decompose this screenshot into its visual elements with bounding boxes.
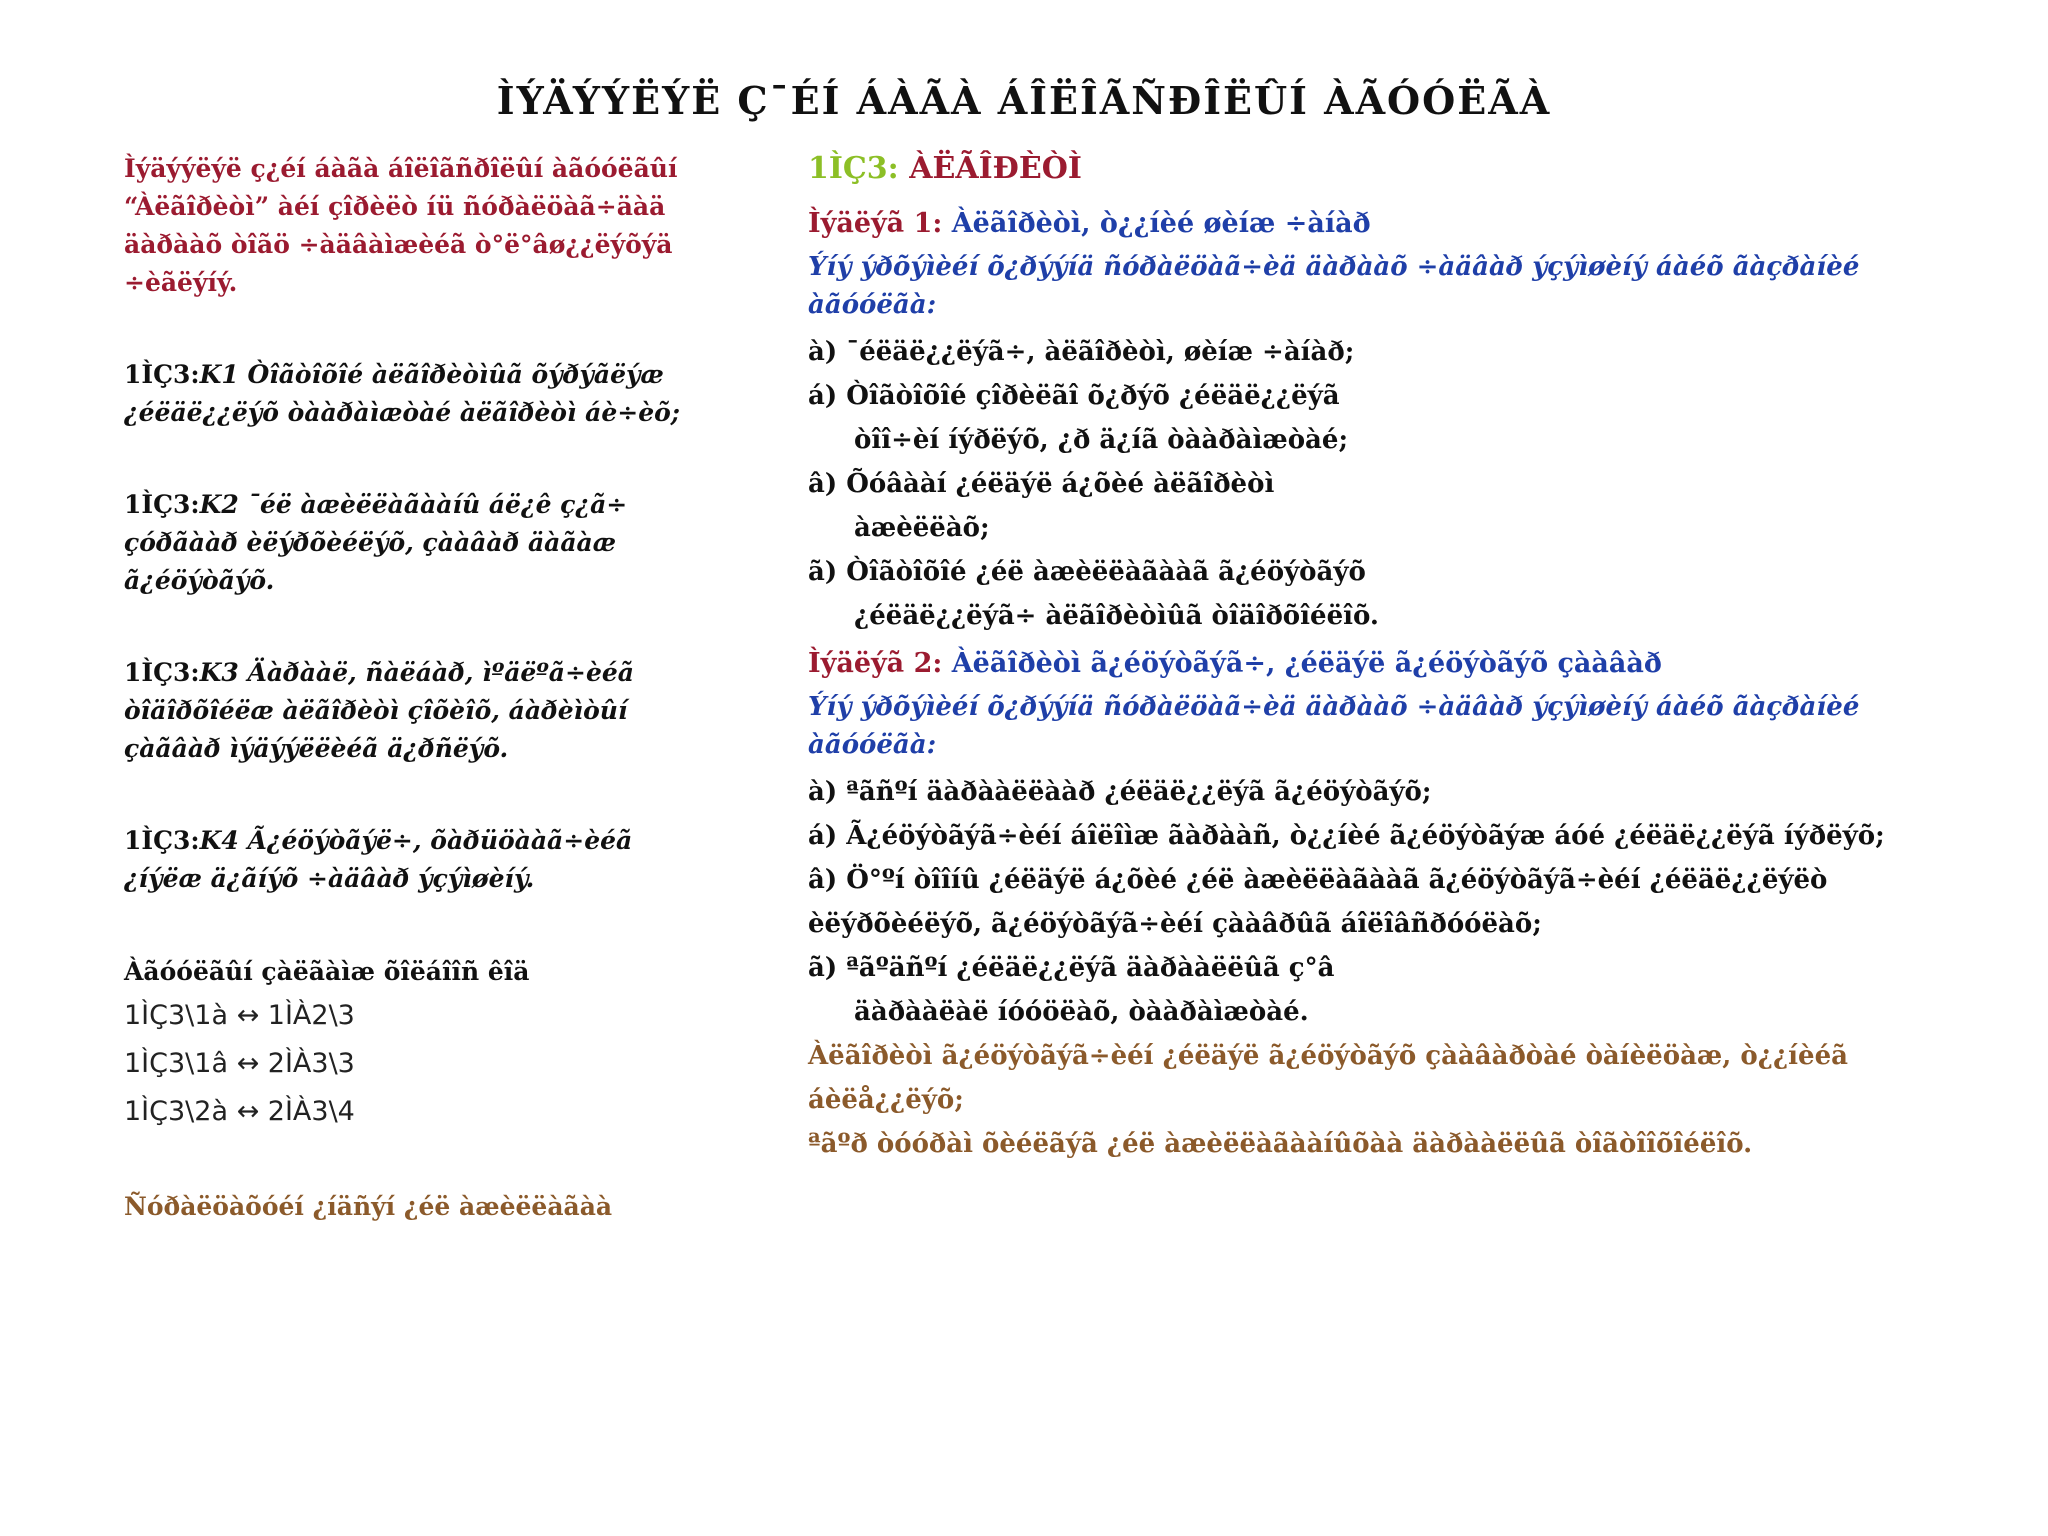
item-continuation: òîî÷èí íýðëýõ, ¿ð ä¿íã òààðàìæòàé; <box>854 425 1349 455</box>
theme-1-item-c <box>808 462 1928 550</box>
theme-label: Ìýäëýã 2: <box>808 648 943 679</box>
theme-label: Ìýäëýã 1: <box>808 208 943 239</box>
module-name: ÀËÃÎÐÈÒÌ <box>909 151 1082 186</box>
left-column <box>124 150 684 1226</box>
item-label: à) <box>808 777 838 807</box>
theme-2-heading <box>808 644 1928 684</box>
spacer <box>124 898 684 952</box>
item-text: Òîãòîõîé çîðèëãî õ¿ðýõ ¿éëäë¿¿ëýã <box>846 381 1340 411</box>
module-heading <box>808 148 1928 190</box>
spacer <box>124 302 684 356</box>
item-text: Ö°ºí òîîíû ¿éëäýë á¿õèé ¿éë àæèëëàãààã ã¿éöýòãýã÷èéí ¿éëäë¿¿ëýëò èëýðõèéëýõ, ã¿éöýòãýã÷èéí çààâðûã áîëîâñðóóëàõ; <box>808 865 1828 939</box>
theme-name: Àëãîðèòì ã¿éöýòãýã÷, ¿éëäýë ã¿éöýòãýõ çààâàð <box>951 648 1662 679</box>
theme-1-heading <box>808 204 1928 244</box>
competency-code: 1ÌÇ3: <box>124 490 200 519</box>
item-label: ã) <box>808 557 838 587</box>
item-label: à) <box>808 337 838 367</box>
competency-text: K1 Òîãòîõîé àëãîðèòìûã õýðýãëýæ ¿éëäë¿¿ëýõ òààðàìæòàé àëãîðèòì áè÷èõ; <box>124 360 681 427</box>
competency-text: K3 Äàðààë, ñàëáàð, ìºäëºã÷èéã òîäîðõîéëæ àëãîðèòì çîõèîõ, áàðèìòûí çàãâàð ìýäýýëëèéã ä¿ðñëýõ. <box>124 658 634 763</box>
intro-paragraph: Ìýäýýëýë ç¿éí áàãà áîëîãñðîëûí àãóóëãûí “Àëãîðèòì” àéí çîðèëò íü ñóðàëöàã÷äàä äàðààõ òîãö ÷àäâàìæèéã ò°ë°âø¿¿ëýõýä ÷èãëýíý. <box>124 154 678 297</box>
closing-line-2: ªãºð òóóðàì õèéëãýã ¿éë àæèëëàãààíûõàà äàðààëëûã òîãòîîõîéëîõ. <box>808 1129 1753 1159</box>
spacer <box>124 432 684 486</box>
item-label: â) <box>808 469 838 499</box>
theme-2-item-a <box>808 770 1928 814</box>
item-text: Õóâààí ¿éëäýë á¿õèé àëãîðèòì <box>846 469 1275 499</box>
theme-2-item-b <box>808 814 1928 858</box>
item-text: ªãñºí äàðààëëààð ¿éëäë¿¿ëýã ã¿éöýòãýõ; <box>846 777 1432 807</box>
competency-code: 1ÌÇ3: <box>124 658 200 687</box>
theme-name: Àëãîðèòì, ò¿¿íèé øèíæ ÷àíàð <box>951 208 1371 239</box>
competency-text: K2 ¯éë àæèëëàãààíû áë¿ê ç¿ã÷ çóðãààð èëýðõèéëýõ, çààâàð äàãàæ ã¿éöýòãýõ. <box>124 490 628 595</box>
link-row: 1ÌÇ3\1à ↔ 1ÌÀ2\3 <box>124 1000 355 1031</box>
competency-k4 <box>124 822 684 898</box>
left-footer-heading: Ñóðàëöàõóéí ¿íäñýí ¿éë àæèëëàãàà <box>124 1192 613 1221</box>
item-label: â) <box>808 865 838 895</box>
module-code: 1ÌÇ3: <box>808 151 899 186</box>
item-continuation: àæèëëàõ; <box>854 513 990 543</box>
item-text: Òîãòîõîé ¿éë àæèëëàãààã ã¿éöýòãýõ <box>846 557 1366 587</box>
link-row: 1ÌÇ3\2à ↔ 2ÌÀ3\4 <box>124 1096 355 1127</box>
item-text: Ã¿éöýòãýã÷èéí áîëîìæ ãàðààñ, ò¿¿íèé ã¿éöýòãýæ áóé ¿éëäë¿¿ëýã íýðëýõ; <box>846 821 1885 851</box>
competency-code: 1ÌÇ3: <box>124 826 200 855</box>
right-column <box>808 148 1928 1166</box>
theme-1-item-d <box>808 550 1928 638</box>
spacer <box>124 768 684 822</box>
theme-1-note: Ýíý ýðõýìèéí õ¿ðýýíä ñóðàëöàã÷èä äàðààõ ÷àäâàð ýçýìøèíý áàéõ ãàçðàíèé àãóóëãà: <box>808 252 1860 320</box>
item-label: ã) <box>808 953 838 983</box>
competency-text: K4 Ã¿éöýòãýë÷, õàðüöààã÷èéã ¿íýëæ ä¿ãíýõ ÷àäâàð ýçýìøèíý. <box>124 826 633 893</box>
theme-2-item-c <box>808 858 1928 946</box>
competency-k3 <box>124 654 684 768</box>
theme-1-item-a <box>808 330 1928 374</box>
item-continuation: äàðààëàë íóóöëàõ, òààðàìæòàé. <box>854 997 1309 1027</box>
theme-2-item-d <box>808 946 1928 1034</box>
link-row: 1ÌÇ3\1â ↔ 2ÌÀ3\3 <box>124 1048 355 1079</box>
item-continuation: ¿éëäë¿¿ëýã÷ àëãîðèòìûã òîäîðõîéëîõ. <box>854 601 1379 631</box>
competency-k1 <box>124 356 684 432</box>
theme-2-note: Ýíý ýðõýìèéí õ¿ðýýíä ñóðàëöàã÷èä äàðààõ ÷àäâàð ýçýìøèíý áàéõ ãàçðàíèé àãóóëãà: <box>808 692 1860 760</box>
page-title: ÌÝÄÝÝËÝË Ç¯ÉÍ ÁÀÃÀ ÁÎËÎÃÑÐÎËÛÍ ÀÃÓÓËÃÀ <box>496 78 1552 123</box>
item-label: á) <box>808 381 838 411</box>
item-label: á) <box>808 821 838 851</box>
item-text: ¯éëäë¿¿ëýã÷, àëãîðèòì, øèíæ ÷àíàð; <box>846 337 1355 367</box>
closing-line-1: Àëãîðèòì ã¿éöýòãýã÷èéí ¿éëäýë ã¿éöýòãýõ çààâàðòàé òàíèëöàæ, ò¿¿íèéã áèëå¿¿ëýõ; <box>808 1041 1848 1115</box>
theme-1-item-b <box>808 374 1928 462</box>
links-title: Àãóóëãûí çàëãàìæ õîëáîîñ êîä <box>124 957 530 986</box>
spacer <box>124 600 684 654</box>
item-text: ªãºäñºí ¿éëäë¿¿ëýã äàðààëëûã ç°â <box>846 953 1335 983</box>
competency-k2 <box>124 486 684 600</box>
competency-code: 1ÌÇ3: <box>124 360 200 389</box>
